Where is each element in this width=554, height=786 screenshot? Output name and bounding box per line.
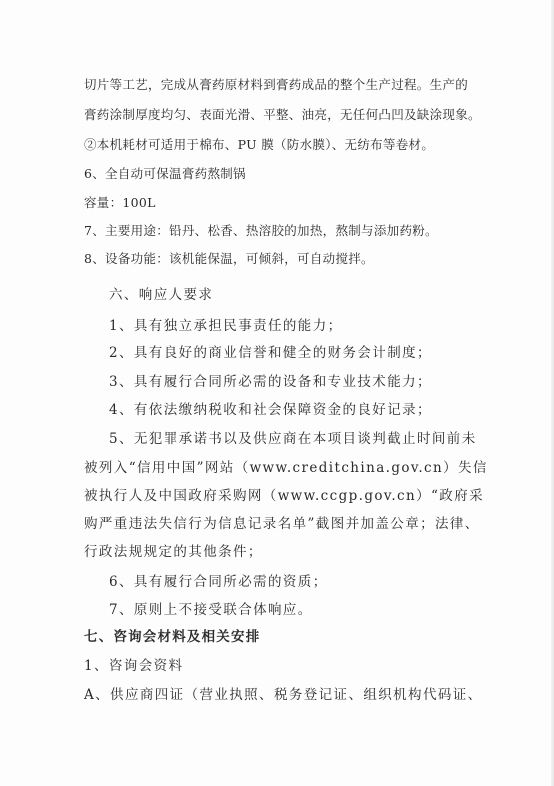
requirement-item: 4、有依法缴纳税收和社会保障资金的良好记录； bbox=[109, 402, 432, 418]
requirement-item: 2、具有良好的商业信誉和健全的财务会计制度； bbox=[109, 345, 432, 361]
requirement-continuation: 被执行人及中国政府采购网（www.ccgp.gov.cn）“政府采 bbox=[84, 488, 484, 504]
function-line: 8、设备功能：该机能保温，可倾斜，可自动搅拌。 bbox=[84, 251, 374, 266]
requirement-continuation: 被列入“信用中国”网站（www.creditchina.gov.cn）失信 bbox=[84, 460, 488, 476]
materials-item: A、供应商四证（营业执照、税务登记证、组织机构代码证、 bbox=[84, 687, 483, 703]
paragraph-line: 切片等工艺，完成从膏药原材料到膏药成品的整个生产过程。生产的 bbox=[84, 77, 469, 92]
capacity-line: 容量：100L bbox=[84, 195, 156, 210]
requirement-item: 1、具有独立承担民事责任的能力； bbox=[109, 318, 343, 334]
section-heading-seven: 七、咨询会材料及相关安排 bbox=[84, 629, 261, 645]
usage-line: 7、主要用途：铅丹、松香、热溶胶的加热，熬制与添加药粉。 bbox=[84, 223, 438, 238]
requirement-continuation: 购严重违法失信行为信息记录名单”截图并加盖公章；法律、 bbox=[84, 516, 480, 532]
section-heading-six: 六、响应人要求 bbox=[109, 287, 214, 303]
item-heading: 6、全自动可保温膏药熬制锅 bbox=[84, 166, 246, 181]
paragraph-line: 膏药涂制厚度均匀、表面光滑、平整、油亮，无任何凸凹及缺涂现象。 bbox=[84, 107, 481, 122]
requirement-item: 6、具有履行合同所必需的资质； bbox=[109, 574, 328, 590]
requirement-item: 5、无犯罪承诺书以及供应商在本项目谈判截止时间前未 bbox=[109, 431, 477, 447]
subsection-heading: 1、咨询会资料 bbox=[84, 658, 184, 674]
paragraph-line: ②本机耗材可适用于棉布、PU 膜（防水膜）、无纺布等卷材。 bbox=[84, 137, 435, 152]
requirement-continuation: 行政法规规定的其他条件； bbox=[84, 544, 263, 560]
requirement-item: 3、具有履行合同所必需的设备和专业技术能力； bbox=[109, 374, 432, 390]
requirement-item: 7、原则上不接受联合体响应。 bbox=[109, 602, 313, 618]
